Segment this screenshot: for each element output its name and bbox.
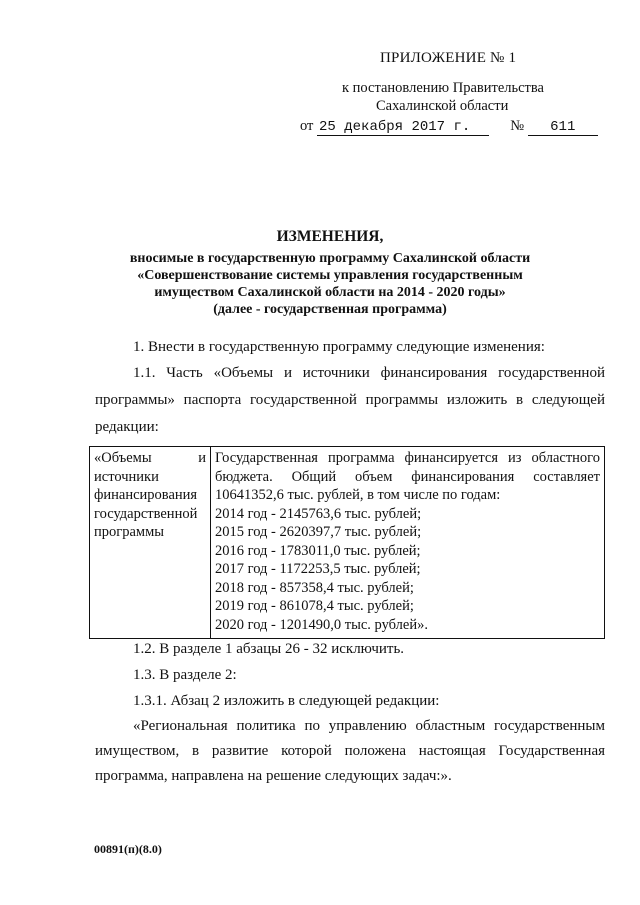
appendix-date-row: [300, 118, 598, 136]
heading-sub-4: (далее - государственная программа): [213, 302, 447, 317]
paragraph-1-2: 1.2. В разделе 1 абзацы 26 - 32 исключить.: [133, 641, 405, 657]
financing-intro: Государственная программа финансируется из областного бюджета. Общий объем финансирования составляет 10641352,6 тыс. рублей, в том числе по годам:: [215, 450, 600, 503]
table-row: [90, 447, 605, 639]
paragraph-1: 1. Внести в государственную программу следующие изменения:: [133, 339, 545, 355]
heading-sub-2: «Совершенствование системы управления государственным: [137, 268, 523, 283]
financing-content-cell: [211, 447, 605, 639]
decree-date: 25 декабря 2017 г.: [317, 119, 489, 136]
number-prefix: №: [510, 118, 525, 134]
financing-year-2020: 2020 год - 1201490,0 тыс. рублей».: [215, 616, 428, 633]
appendix-line-region: Сахалинской области: [376, 98, 509, 114]
financing-year-2015: 2015 год - 2620397,7 тыс. рублей;: [215, 524, 422, 540]
document-code: 00891(п)(8.0): [94, 842, 162, 856]
paragraph-quote: «Региональная политика по управлению областным государственным имуществом, в развитие которой положена настоящая Государственная программа, направлена на решение следующих задач:».: [95, 718, 605, 784]
heading-sub-1: вносимые в государственную программу Сахалинской области: [129, 251, 531, 266]
financing-label-cell: «Объемы и источники финансирования государственной программы: [90, 447, 211, 639]
heading-main: ИЗМЕНЕНИЯ,: [276, 228, 384, 245]
financing-year-2017: 2017 год - 1172253,5 тыс. рублей;: [215, 561, 421, 577]
paragraph-1-1: 1.1. Часть «Объемы и источники финансирования государственной программы» паспорта государственной программы изложить в следующей редакции:: [95, 365, 605, 435]
paragraph-1-3-1: 1.3.1. Абзац 2 изложить в следующей редакции:: [133, 693, 440, 709]
financing-year-2014: 2014 год - 2145763,6 тыс. рублей;: [215, 505, 422, 522]
financing-table: [89, 446, 605, 639]
appendix-title: ПРИЛОЖЕНИЕ № 1: [380, 50, 517, 66]
financing-year-2019: 2019 год - 861078,4 тыс. рублей;: [215, 598, 414, 614]
date-prefix: от: [300, 118, 314, 134]
financing-year-2016: 2016 год - 1783011,0 тыс. рублей;: [215, 542, 421, 559]
decree-number: 611: [528, 119, 598, 136]
document-heading: [60, 228, 600, 318]
paragraph-1-3: 1.3. В разделе 2:: [133, 667, 237, 683]
appendix-line-decree: к постановлению Правительства: [342, 80, 544, 96]
financing-year-2018: 2018 год - 857358,4 тыс. рублей;: [215, 579, 414, 596]
heading-sub-3: имуществом Сахалинской области на 2014 - 2020 годы»: [154, 285, 506, 300]
